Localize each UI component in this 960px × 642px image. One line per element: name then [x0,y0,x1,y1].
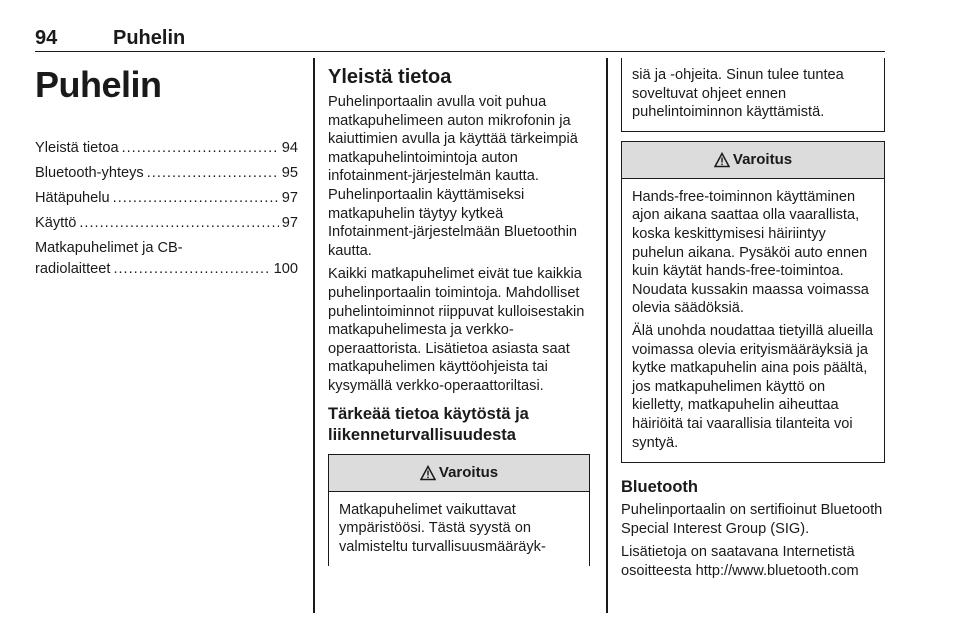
toc-label: radiolaitteet [35,261,111,277]
warning-header [329,455,589,492]
warning-text: Älä unohda noudattaa tietyillä alueilla voimassa olevia erityismääräyksiä ja kytke matkapuhelin aina pois päältä, jos matkapuhelimen käyttö on kielletty, matkapuhelin aiheuttaa häiriöitä tai vaarallisia tilanteita voi syntyä. [632,322,873,451]
toc-leader [122,138,279,159]
toc-page: 97 [281,215,298,231]
column-divider [313,58,315,613]
paragraph: Puhelinportaalin avulla voit puhua matkapuhelimeen auton mikrofonin ja kaiuttimien avulla ja käyttää tärkeimpiä matkapuhelintoimintoja auton infotainment-järjestelmän kautta. Puhelinportaalin käyttämiseksi matkapuhelin täytyy kytkeä Infotainment-järjestelmään Bluetoothin kautta. [328,94,578,259]
toc-leader [79,213,278,234]
paragraph: Puhelinportaalin on sertifioinut Bluetooth Special Interest Group (SIG). [621,502,883,537]
toc-entry[interactable] [35,238,298,280]
warning-box [621,141,885,463]
warning-header [622,142,884,179]
warning-label: Varoitus [732,151,793,169]
toc-label: Bluetooth-yhteys [35,165,144,181]
toc-entry[interactable] [35,163,298,184]
warning-text: Matkapuhelimet vaikuttavat ympäristöösi. Tästä syystä on valmisteltu turvallisuusmääräyk- [339,501,546,555]
toc-label: Käyttö [35,215,77,231]
table-of-contents [35,138,298,280]
subsection-heading: Bluetooth [621,478,698,497]
toc-page: 100 [273,261,298,277]
toc-label: Hätäpuhelu [35,190,110,206]
subsection-heading: Tärkeää tietoa käytöstä ja liikenneturvallisuudesta [328,404,529,444]
warning-box [328,454,590,567]
header-section-title: Puhelin [113,27,186,49]
section-heading: Yleistä tietoa [328,66,452,88]
toc-leader [113,259,270,280]
toc-leader [147,163,279,184]
paragraph: Lisätietoja on saatavana Internetistä osoitteesta http://www.bluetooth.com [621,544,859,579]
toc-page: 94 [281,140,298,156]
toc-entry[interactable] [35,138,298,159]
warning-continuation-box [621,58,885,132]
warning-label: Varoitus [438,464,499,481]
warning-body [329,492,589,567]
toc-page: 97 [281,190,298,206]
toc-entry[interactable] [35,188,298,209]
column-divider [606,58,608,613]
column-general-info [328,56,590,610]
toc-label: Yleistä tietoa [35,140,119,156]
warning-triangle-icon [714,152,730,168]
page-number: 94 [35,27,58,49]
toc-leader [113,188,279,209]
page-header [35,27,885,52]
toc-entry[interactable] [35,213,298,234]
toc-page: 95 [281,165,298,181]
toc-label-line1: Matkapuhelimet ja CB- [35,240,183,256]
warning-continued-text: siä ja -ohjeita. Sinun tulee tuntea soveltuvat ohjeet ennen puhelintoiminnon käyttämistä. [632,67,844,121]
column-toc [35,56,298,610]
column-warnings-bluetooth [621,58,885,610]
warning-text: Hands-free-toiminnon käyttäminen ajon aikana saattaa olla vaarallista, koska keskittymisesi häiriintyy puhelun aikana. Pysäköi auto ennen kuin käytät hands-free-toimintoa. Noudata kussakin maassa voimassa olevia säädöksiä. [632,188,869,317]
warning-triangle-icon [420,465,436,481]
paragraph: Kaikki matkapuhelimet eivät tue kaikkia puhelinportaalin toimintoja. Mahdolliset puhelintoiminnot riippuvat kulloisestakin matkapuhelimesta ja verkko-operaattorista. Lisätietoa asiasta saat matkapuhelimen käyttöohjeista tai kysymällä verkko-operaattoriltasi. [328,266,585,394]
warning-body [622,179,884,462]
chapter-title: Puhelin [35,64,162,105]
